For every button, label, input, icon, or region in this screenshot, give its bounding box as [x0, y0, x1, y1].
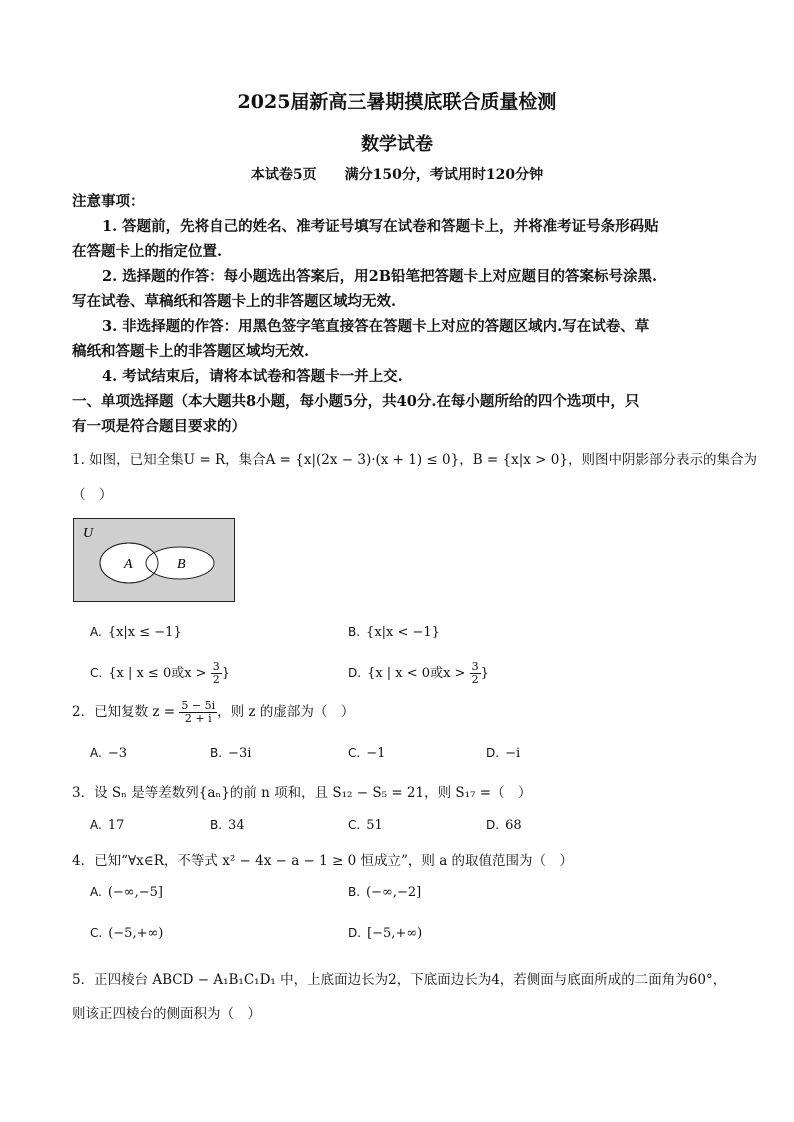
q2-option-c[interactable]: C. −1 [348, 746, 386, 761]
notes-heading: 注意事项： [72, 193, 145, 210]
q2-option-d[interactable]: D. −i [486, 746, 521, 761]
question-5-line-1: 5．正四棱台 ABCD − A₁B₁C₁D₁ 中，上底面边长为2，下底面边长为4，若侧面与底面所成的二面角为60°， [72, 972, 727, 988]
q3-option-d[interactable]: D. 68 [486, 818, 522, 833]
venn-label-a: A [124, 557, 133, 572]
q4-option-c[interactable]: C. (−5,+∞) [90, 926, 164, 941]
exam-subtitle: 数学试卷 [361, 134, 433, 155]
q4-option-a[interactable]: A. (−∞,−5] [90, 885, 163, 900]
section-1-heading-line-1: 一、单项选择题（本大题共8小题，每小题5分，共40分.在每小题所给的四个选项中，只 [72, 393, 640, 410]
q2-option-a[interactable]: A. −3 [90, 746, 127, 761]
note-3-line-2: 稿纸和答题卡上的非答题区域均无效. [72, 343, 310, 360]
q3-option-b[interactable]: B. 34 [210, 818, 245, 833]
q1-option-a[interactable]: A. {x|x ≤ −1} [90, 625, 182, 640]
note-4: 4. 考试结束后，请将本试卷和答题卡一并上交. [102, 368, 403, 385]
note-1-line-2: 在答题卡上的指定位置. [72, 243, 223, 260]
q4-option-d[interactable]: D. [−5,+∞) [348, 926, 423, 941]
note-2-line-1: 2. 选择题的作答：每小题选出答案后，用2B铅笔把答题卡上对应题目的答案标号涂黑. [102, 268, 658, 285]
note-3-line-1: 3. 非选择题的作答：用黑色签字笔直接答在答题卡上对应的答题区域内.写在试卷、草 [102, 318, 650, 335]
q4-option-b[interactable]: B. (−∞,−2] [348, 885, 422, 900]
q3-option-a[interactable]: A. 17 [90, 818, 125, 833]
q1-option-d[interactable]: D. {x | x < 0或x > $\frac{3}{2}$ } [348, 660, 489, 686]
note-2-line-2: 写在试卷、草稿纸和答题卡上的非答题区域均无效. [72, 293, 397, 310]
question-1-paren: （ ） [72, 487, 113, 503]
q1-option-c[interactable]: C. {x | x ≤ 0或x > $\frac{3}{2}$ } [90, 660, 230, 686]
venn-label-b: B [177, 557, 186, 572]
note-1-line-1: 1. 答题前，先将自己的姓名、准考证号填写在试卷和答题卡上，并将准考证号条形码贴 [102, 218, 659, 235]
exam-info: 本试卷5页 满分150分，考试用时120分钟 [250, 167, 544, 183]
venn-diagram [73, 518, 235, 602]
q1-option-b[interactable]: B. {x|x < −1} [348, 625, 440, 640]
question-1-stem: 1. 如图，已知全集U = R，集合A = {x|(2x − 3)·(x + 1) ≤ 0}，B = {x|x > 0}，则图中阴影部分表示的集合为 [72, 452, 757, 468]
exam-title: 2025届新高三暑期摸底联合质量检测 [237, 91, 557, 113]
section-1-heading-line-2: 有一项是符合题目要求的） [72, 418, 246, 435]
q3-option-c[interactable]: C. 51 [348, 818, 383, 833]
q2-option-b[interactable]: B. −3i [210, 746, 252, 761]
question-5-line-2: 则该正四棱台的侧面积为（ ） [72, 1006, 261, 1022]
question-3-stem: 3．设 Sₙ 是等差数列{aₙ}的前 n 项和，且 S₁₂ − S₅ = 21，则 S₁₇ =（ ） [72, 785, 532, 801]
venn-label-u: U [83, 526, 94, 541]
question-4-stem: 4．已知“∀x∈R，不等式 x² − 4x − a − 1 ≥ 0 恒成立”，则 a 的取值范围为（ ） [72, 853, 574, 869]
question-2-stem: 2．已知复数 z = $\frac{5 - 5i}{2 + i}$ ，则 z 的虚部为（ ） [72, 699, 355, 725]
